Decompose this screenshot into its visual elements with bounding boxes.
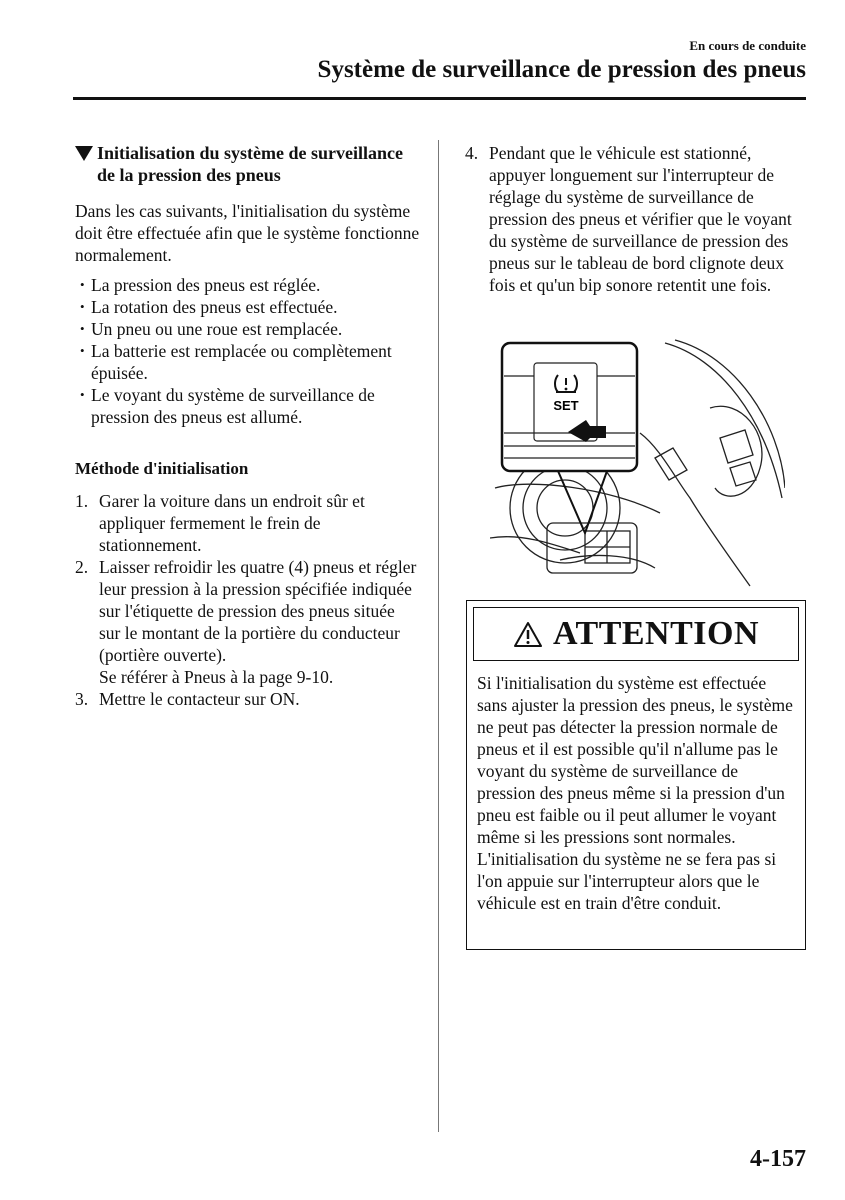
section-heading-text: Initialisation du système de surveillance de la pression des pneus [97,143,404,185]
step-text: Garer la voiture dans un endroit sûr et appliquer fermement le frein de stationnement. [99,491,365,555]
page-number: 4-157 [750,1146,806,1172]
step-item [75,688,420,710]
section-heading [75,142,420,186]
triangle-down-icon [75,146,93,161]
step-reference: Se référer à Pneus à la page 9-10. [99,667,334,687]
step-number: 1. [75,491,89,511]
step-number: 3. [75,689,89,709]
right-column [465,142,805,296]
set-label: SET [553,398,579,413]
step-number: 4. [465,143,479,163]
header-rule [73,97,806,100]
warning-triangle-icon [513,621,543,648]
list-item: • Le voyant du système de surveillance de pression des pneus est allumé. [75,384,420,428]
steps-list [75,490,420,710]
list-item: • La batterie est remplacée ou complètement épuisée. [75,340,420,384]
step-body [99,556,420,688]
steps-list-continued [465,142,805,296]
step-item [75,556,420,688]
list-item: • La rotation des pneus est effectuée. [75,296,420,318]
attention-box [466,600,806,950]
step-text: Laisser refroidir les quatre (4) pneus et régler leur pression à la pression spécifiée indiquée sur l'étiquette de pression des pneus située sur le montant de la portière du conducteur (portière ouverte). [99,557,417,665]
step-item [75,490,420,556]
list-item: • Un pneu ou une roue est remplacée. [75,318,420,340]
attention-text: Si l'initialisation du système est effectuée sans ajuster la pression des pneus, le système ne peut pas détecter la pression normale de pneus et il est possible qu'il n'allume pas le voyant du système de surveillance de pression des pneus même si la pression d'un pneu est faible ou il peut allumer le voyant même si les pressions sont normales. L'initialisation du système ne se fera pas si l'on appuie sur l'interrupteur alors que le véhicule est en train d'être conduit. [477,673,793,913]
section-label: En cours de conduite [689,38,806,53]
page-title: Système de surveillance de pression des pneus [317,56,806,83]
attention-title: ATTENTION [552,615,760,652]
intro-paragraph: Dans les cas suivants, l'initialisation du système doit être effectuée afin que le système fonctionne normalement. [75,201,420,265]
list-item: • La pression des pneus est réglée. [75,274,420,296]
attention-header [473,607,799,661]
step-text: Pendant que le véhicule est stationné, appuyer longuement sur l'interrupteur de réglage du système de surveillance de pression des pneus et vérifier que le voyant du système de surveillance de pression des pneus sur le tableau de bord clignote deux fois et qu'un bip sonore retentit une fois. [489,143,792,295]
method-heading: Méthode d'initialisation [75,459,249,478]
step-item [465,142,805,296]
step-text: Mettre le contacteur sur ON. [99,689,300,709]
column-divider [438,140,439,1132]
tpms-set-switch-illustration [490,338,785,588]
conditions-list [75,274,420,428]
left-column [75,142,420,710]
step-number: 2. [75,557,89,577]
